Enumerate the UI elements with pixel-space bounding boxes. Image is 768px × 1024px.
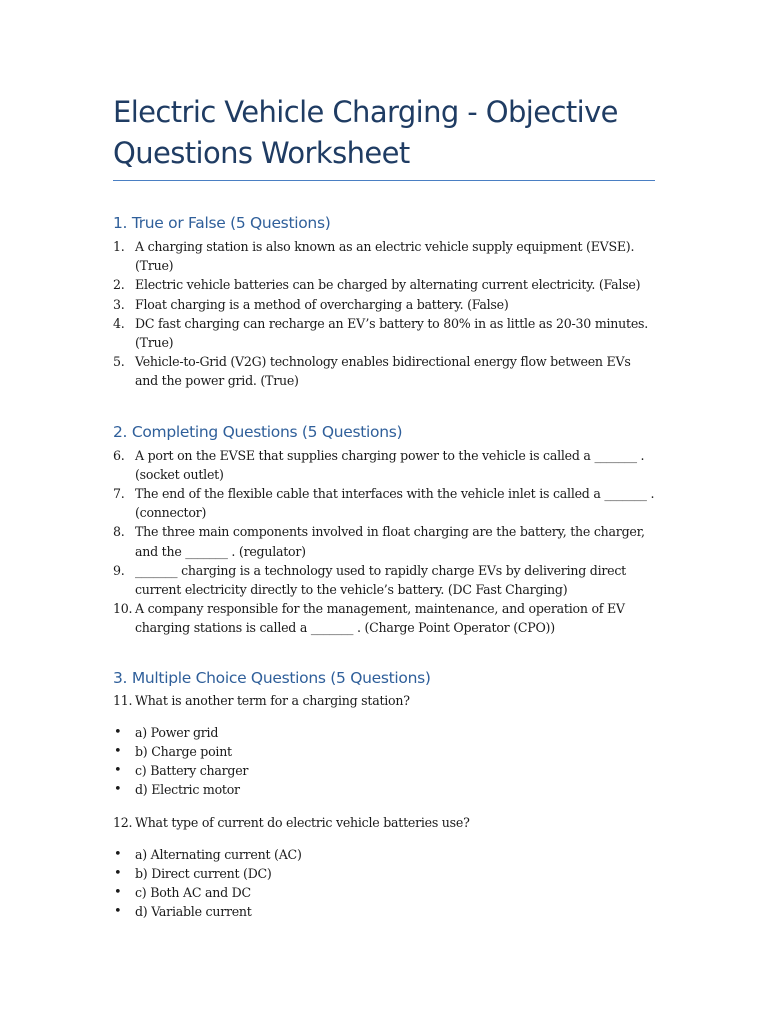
question-12	[113, 813, 655, 832]
choice-text: b) Charge point	[135, 744, 232, 760]
question-number: 2.	[113, 277, 125, 293]
list-item	[113, 275, 655, 294]
choice-text: a) Alternating current (AC)	[135, 846, 302, 862]
document-title: Electric Vehicle Charging - Objective Questions Worksheet	[113, 95, 618, 170]
section-heading-completing: 2. Completing Questions (5 Questions)	[113, 422, 403, 441]
choice-item	[113, 902, 655, 921]
bullet-icon: •	[114, 782, 122, 798]
question-text: A port on the EVSE that supplies charging power to the vehicle is called a _______ . (socket outlet)	[135, 447, 645, 482]
list-item	[113, 484, 655, 522]
choice-text: b) Direct current (DC)	[135, 866, 272, 882]
worksheet-page	[113, 92, 655, 922]
question-text: Vehicle-to-Grid (V2G) technology enables bidirectional energy flow between EVs and the power grid. (True)	[135, 354, 631, 389]
list-item	[113, 446, 655, 484]
question-text: DC fast charging can recharge an EV’s battery to 80% in as little as 20-30 minutes. (True)	[135, 315, 648, 351]
question-text: What type of current do electric vehicle batteries use?	[135, 814, 470, 830]
bullet-icon: •	[114, 846, 122, 862]
question-number: 1.	[113, 239, 125, 254]
title-underline	[113, 180, 655, 181]
question-text: What is another term for a charging station?	[135, 692, 410, 708]
list-item	[113, 237, 655, 275]
completing-list	[113, 446, 655, 638]
choice-text: c) Battery charger	[135, 763, 249, 779]
choice-item	[113, 742, 655, 761]
choice-text: a) Power grid	[135, 724, 219, 740]
choice-item	[113, 723, 655, 742]
list-item	[113, 599, 655, 637]
question-number: 5.	[113, 354, 125, 370]
section-heading-true-false: 1. True or False (5 Questions)	[113, 214, 331, 232]
list-item	[113, 314, 655, 352]
question-text: The end of the flexible cable that interfaces with the vehicle inlet is called a _______ . (connector)	[135, 486, 655, 521]
list-item	[113, 522, 655, 560]
bullet-icon: •	[114, 866, 122, 882]
question-number: 8.	[113, 524, 125, 540]
choice-item	[113, 864, 655, 883]
bullet-icon: •	[114, 763, 122, 779]
list-item	[113, 295, 655, 314]
question-number: 7.	[113, 486, 125, 502]
question-11	[113, 691, 655, 710]
question-number: 10.	[113, 601, 133, 617]
bullet-icon: •	[114, 724, 122, 740]
bullet-icon: •	[114, 885, 122, 901]
question-number: 6.	[113, 447, 125, 463]
question-text: A charging station is also known as an electric vehicle supply equipment (EVSE). (True)	[135, 239, 635, 274]
choice-text: c) Both AC and DC	[135, 885, 251, 901]
choice-text: d) Electric motor	[135, 782, 240, 798]
question-text: The three main components involved in float charging are the battery, the charger, and the _______ . (regulator)	[135, 524, 645, 559]
question-text: Electric vehicle batteries can be charged by alternating current electricity. (False)	[135, 277, 641, 293]
question-number: 12.	[113, 814, 133, 830]
question-text: Float charging is a method of overcharging a battery. (False)	[135, 296, 509, 312]
choice-item	[113, 845, 655, 864]
question-number: 4.	[113, 315, 125, 331]
question-number: 11.	[113, 692, 133, 708]
choice-item	[113, 780, 655, 799]
section-heading-multiple-choice: 3. Multiple Choice Questions (5 Questions)	[113, 668, 431, 687]
choice-item	[113, 761, 655, 780]
question-number: 9.	[113, 562, 125, 578]
choices-list-12	[113, 845, 655, 922]
choices-list-11	[113, 723, 655, 800]
bullet-icon: •	[114, 744, 122, 760]
list-item	[113, 352, 655, 390]
bullet-icon: •	[114, 904, 122, 920]
choice-item	[113, 883, 655, 902]
true-false-list	[113, 237, 655, 391]
question-text: _______ charging is a technology used to rapidly charge EVs by delivering direct current electricity directly to the vehicle’s battery. (DC Fast Charging)	[135, 562, 626, 598]
question-text: A company responsible for the management, maintenance, and operation of EV charging stations is called a _______ . (Charge Point Operator (CPO))	[135, 601, 625, 636]
question-number: 3.	[113, 296, 125, 312]
list-item	[113, 561, 655, 599]
choice-text: d) Variable current	[135, 904, 252, 920]
